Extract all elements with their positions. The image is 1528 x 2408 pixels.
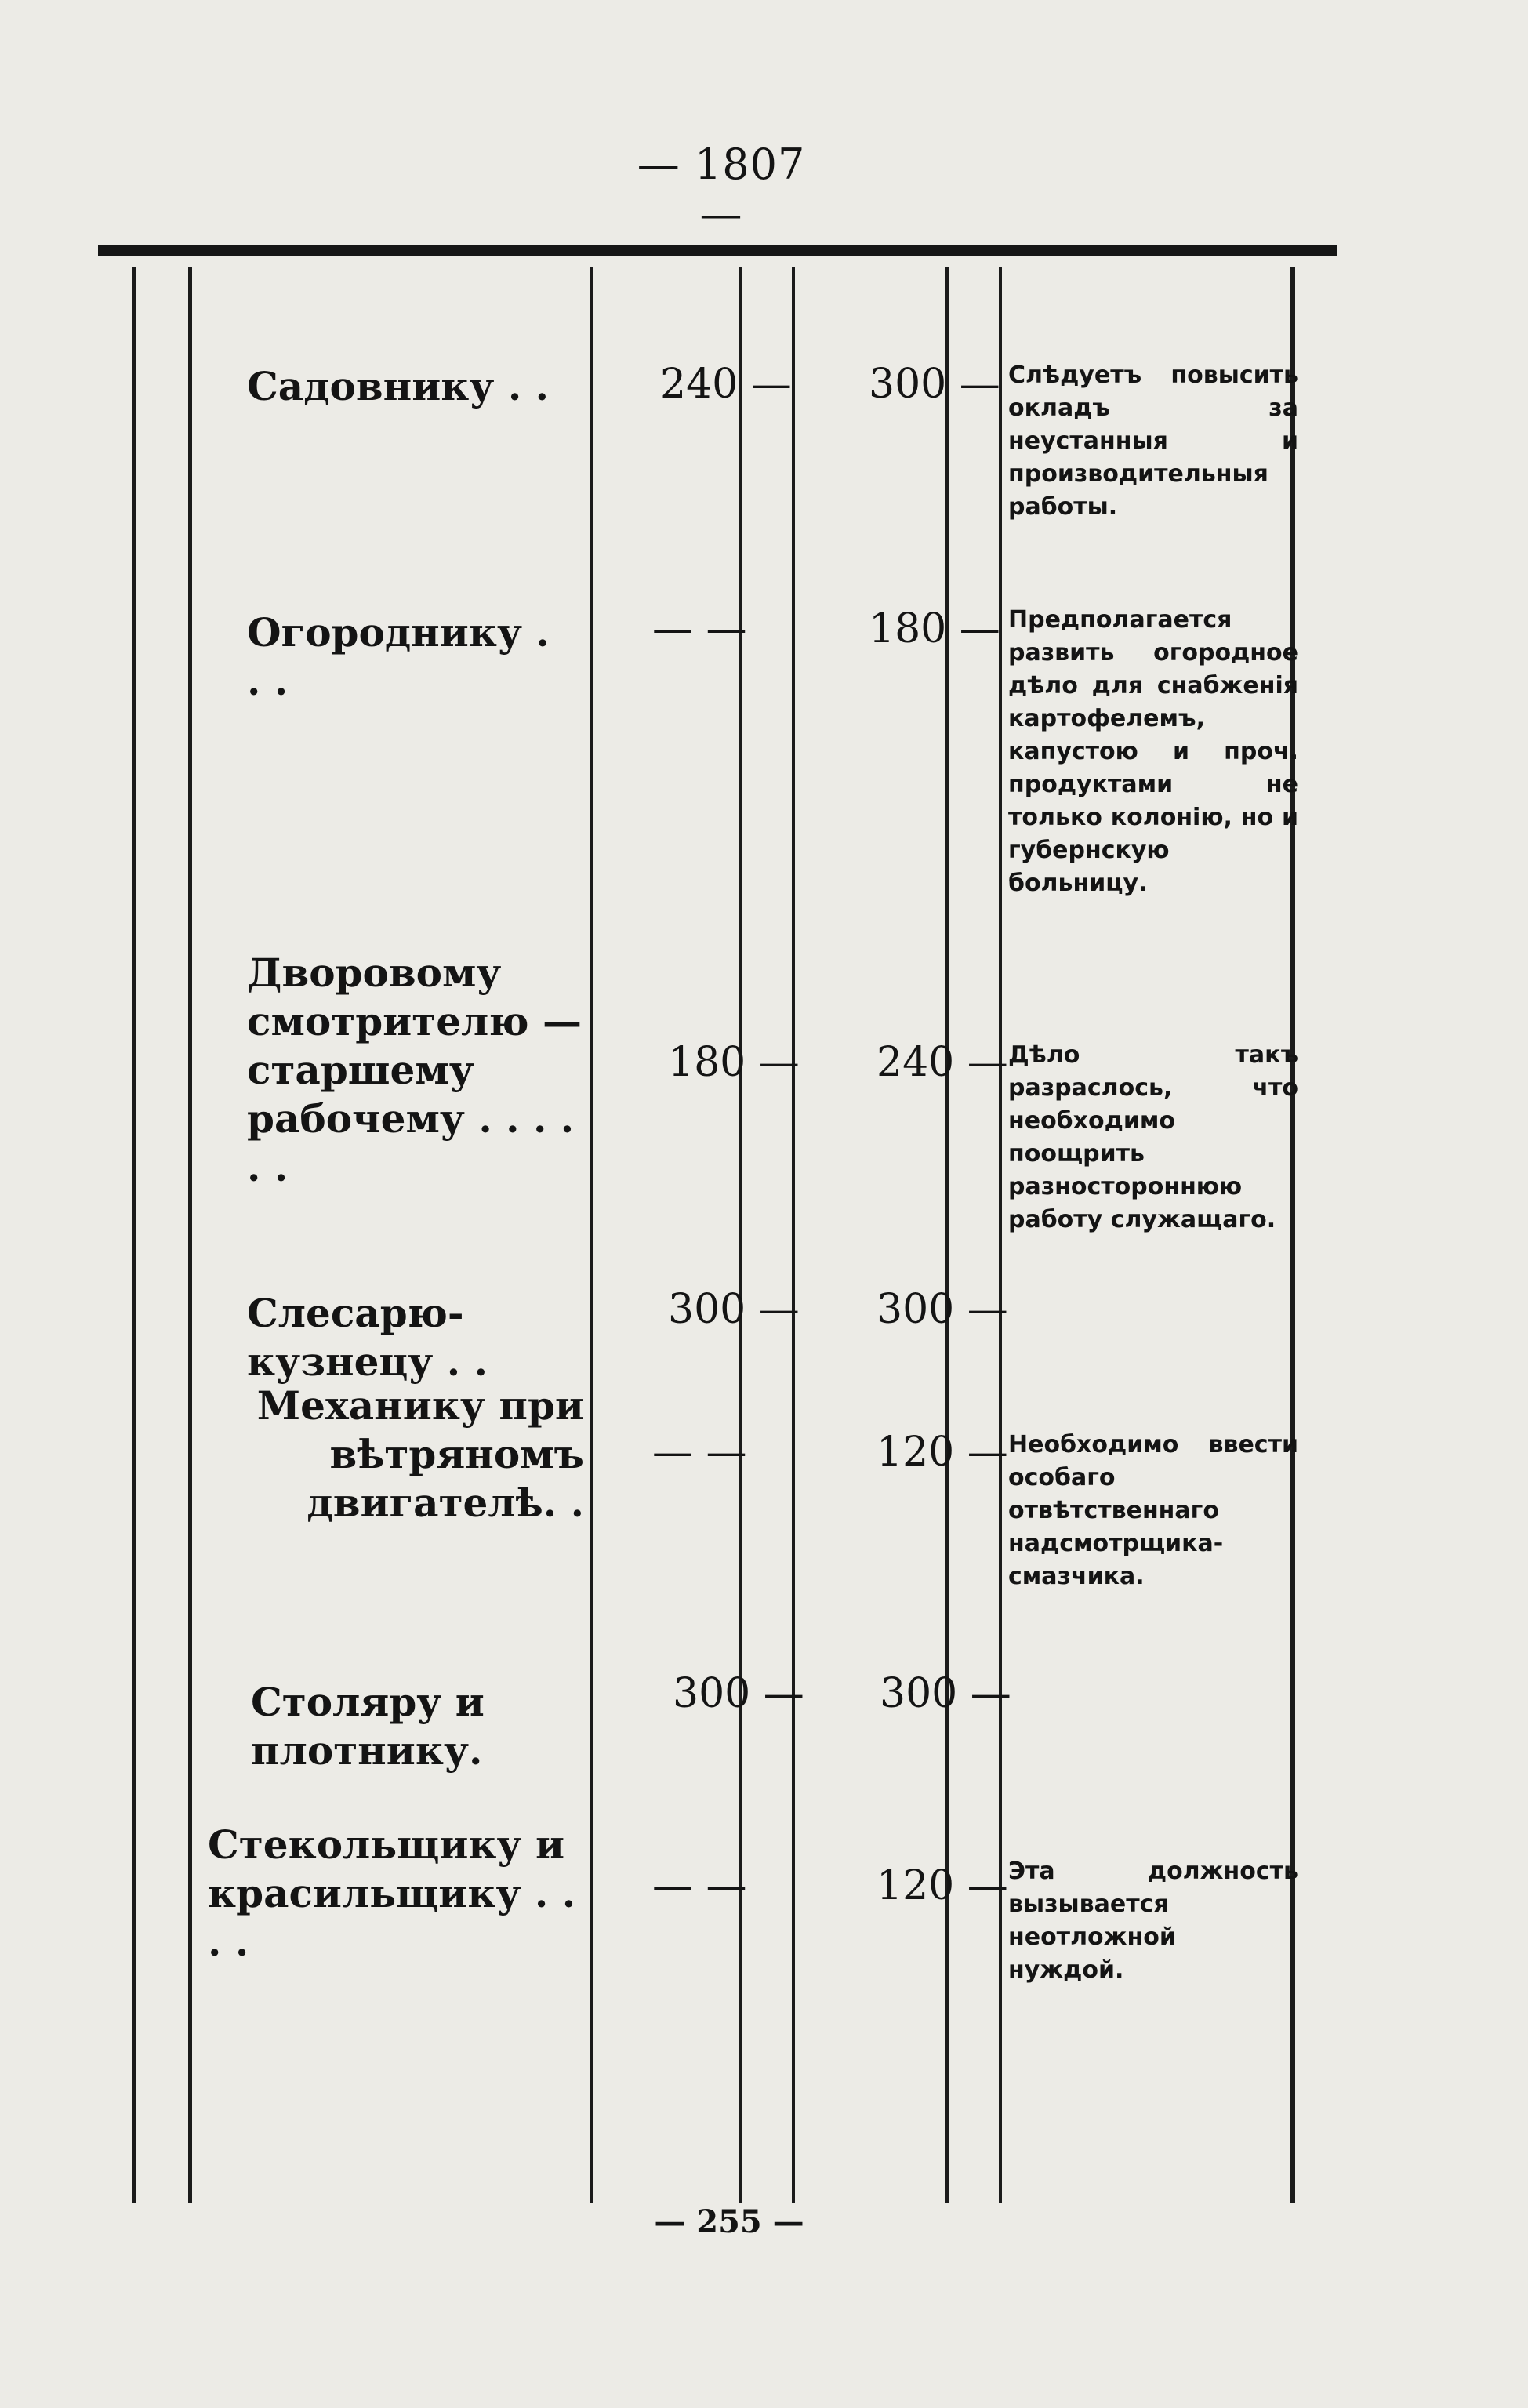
row-label-locksmith-blacksmith: Слесарю-кузнецу . . <box>247 1290 488 1385</box>
value-old-glazier-painter: — — <box>652 1862 747 1909</box>
row-label-gardener: Садовнику . . <box>247 363 550 409</box>
row-label-yard-keeper: Дворовому смотрителю — старшему рабочему . . . . . . <box>247 950 582 1190</box>
note-yard-keeper: Дѣло такъ разраслось, что необходимо поощрить разностороннюю работу служащаго. <box>1008 1041 1298 1233</box>
column-rule <box>792 267 795 2203</box>
note-glazier-painter: Эта должность вызывается неотложной нуждой. <box>1008 1858 1298 1984</box>
value-old-vegetable-grower: — — <box>652 605 747 652</box>
value-new-gardener: 300 — <box>869 361 1000 408</box>
value-new-yard-keeper: 240 — <box>877 1039 1008 1086</box>
column-rule <box>739 267 742 2203</box>
value-new-glazier-painter: 120 — <box>877 1862 1008 1909</box>
note-vegetable-grower: Предполагается развить огородное дѣло для снабженія картофелемъ, капустою и проч. продуктами не только колонію, но и губернскую больницу. <box>1008 606 1298 897</box>
value-old-carpenter-joiner: 300 — <box>673 1670 804 1717</box>
row-label-windmill-mechanic: Механику при вѣтряномъ двигателѣ. . <box>256 1382 584 1526</box>
row-label-vegetable-grower: Огороднику . . . <box>247 609 550 704</box>
value-old-locksmith-blacksmith: 300 — <box>668 1286 800 1333</box>
top-rule <box>98 245 1337 256</box>
page-header: — 1807 — <box>637 140 806 238</box>
value-new-windmill-mechanic: 120 — <box>877 1429 1008 1476</box>
row-label-glazier-painter: Стекольщику и красильщику . . . . <box>208 1821 576 1965</box>
page-footer: — 255 — <box>654 2203 804 2240</box>
column-rule <box>590 267 593 2203</box>
column-rule <box>945 267 949 2203</box>
value-new-locksmith-blacksmith: 300 — <box>877 1286 1008 1333</box>
column-rule <box>188 267 192 2203</box>
note-windmill-mechanic: Необходимо ввести особаго отвѣтственнаго надсмотрщика-смазчика. <box>1008 1431 1298 1590</box>
value-old-yard-keeper: 180 — <box>668 1039 800 1086</box>
value-old-windmill-mechanic: — — <box>652 1429 747 1476</box>
value-old-gardener: 240 — <box>660 361 792 408</box>
value-new-vegetable-grower: 180 — <box>869 605 1000 652</box>
column-rule <box>132 267 136 2203</box>
column-rule <box>999 267 1002 2203</box>
row-label-carpenter-joiner: Столяру и плотнику. <box>251 1679 485 1774</box>
note-gardener: Слѣдуетъ повысить окладъ за неустанныя и производительныя работы. <box>1008 361 1298 521</box>
value-new-carpenter-joiner: 300 — <box>880 1670 1011 1717</box>
